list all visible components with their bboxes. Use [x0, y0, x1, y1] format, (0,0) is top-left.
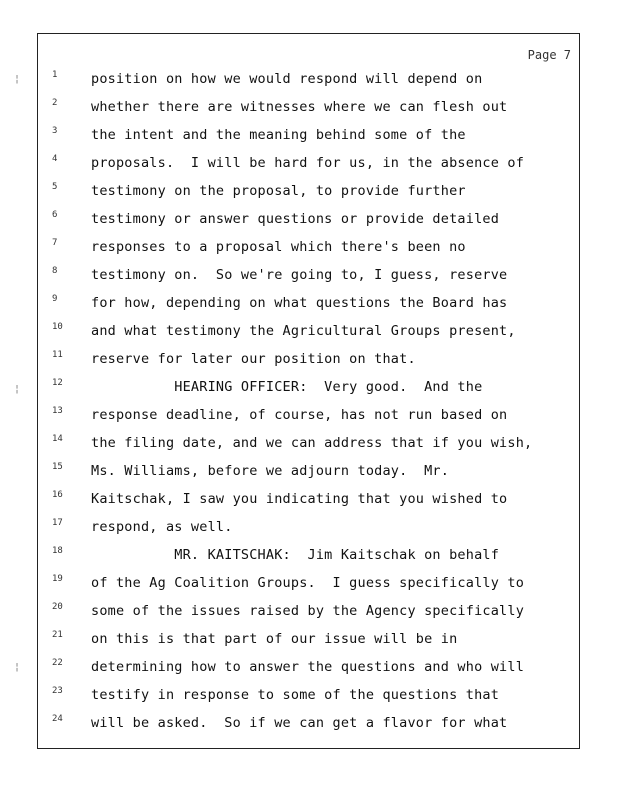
transcript-line: and what testimony the Agricultural Groups present,	[91, 323, 516, 339]
line-number: 10	[52, 322, 63, 332]
margin-mark-top: ¦	[14, 74, 21, 85]
transcript-line: whether there are witnesses where we can flesh out	[91, 99, 508, 115]
transcript-line: testimony or answer questions or provide detailed	[91, 211, 500, 227]
transcript-line: of the Ag Coalition Groups. I guess specifically to	[91, 575, 525, 591]
margin-mark-bottom: ¦	[14, 662, 21, 673]
line-number: 16	[52, 490, 63, 500]
transcript-line: responses to a proposal which there's been no	[91, 239, 466, 255]
line-number: 4	[52, 154, 58, 164]
page-number: Page 7	[527, 48, 571, 62]
line-number: 1	[52, 70, 58, 80]
line-number: 24	[52, 714, 63, 724]
line-number: 12	[52, 378, 63, 388]
line-number: 13	[52, 406, 63, 416]
line-number: 2	[52, 98, 58, 108]
line-number: 20	[52, 602, 63, 612]
transcript-line: testimony on the proposal, to provide further	[91, 183, 466, 199]
speaker-line: MR. KAITSCHAK: Jim Kaitschak on behalf	[91, 547, 500, 563]
transcript-line: Ms. Williams, before we adjourn today. Mr.	[91, 463, 450, 479]
line-number: 9	[52, 294, 58, 304]
line-number: 18	[52, 546, 63, 556]
line-number: 6	[52, 210, 58, 220]
line-number: 15	[52, 462, 63, 472]
transcript-line: Kaitschak, I saw you indicating that you wished to	[91, 491, 508, 507]
line-number: 14	[52, 434, 63, 444]
line-number: 23	[52, 686, 63, 696]
line-number: 11	[52, 350, 63, 360]
transcript-line: proposals. I will be hard for us, in the absence of	[91, 155, 525, 171]
transcript-line: response deadline, of course, has not run based on	[91, 407, 508, 423]
transcript-line: testimony on. So we're going to, I guess, reserve	[91, 267, 508, 283]
transcript-line: on this is that part of our issue will be in	[91, 631, 458, 647]
transcript-line: the intent and the meaning behind some of the	[91, 127, 466, 143]
transcript-page	[37, 33, 580, 749]
line-number: 21	[52, 630, 63, 640]
transcript-line: reserve for later our position on that.	[91, 351, 416, 367]
transcript-line: testify in response to some of the questions that	[91, 687, 500, 703]
line-number: 8	[52, 266, 58, 276]
speaker-line: HEARING OFFICER: Very good. And the	[91, 379, 483, 395]
transcript-line: position on how we would respond will depend on	[91, 71, 483, 87]
line-number: 7	[52, 238, 58, 248]
line-number: 17	[52, 518, 63, 528]
line-number: 22	[52, 658, 63, 668]
line-number: 19	[52, 574, 63, 584]
transcript-line: the filing date, and we can address that if you wish,	[91, 435, 533, 451]
transcript-line: will be asked. So if we can get a flavor for what	[91, 715, 508, 731]
transcript-line: determining how to answer the questions and who will	[91, 659, 525, 675]
transcript-line: respond, as well.	[91, 519, 233, 535]
margin-mark-mid: ¦	[14, 384, 21, 395]
line-number: 5	[52, 182, 58, 192]
transcript-line: for how, depending on what questions the Board has	[91, 295, 508, 311]
line-number: 3	[52, 126, 58, 136]
transcript-line: some of the issues raised by the Agency specifically	[91, 603, 525, 619]
